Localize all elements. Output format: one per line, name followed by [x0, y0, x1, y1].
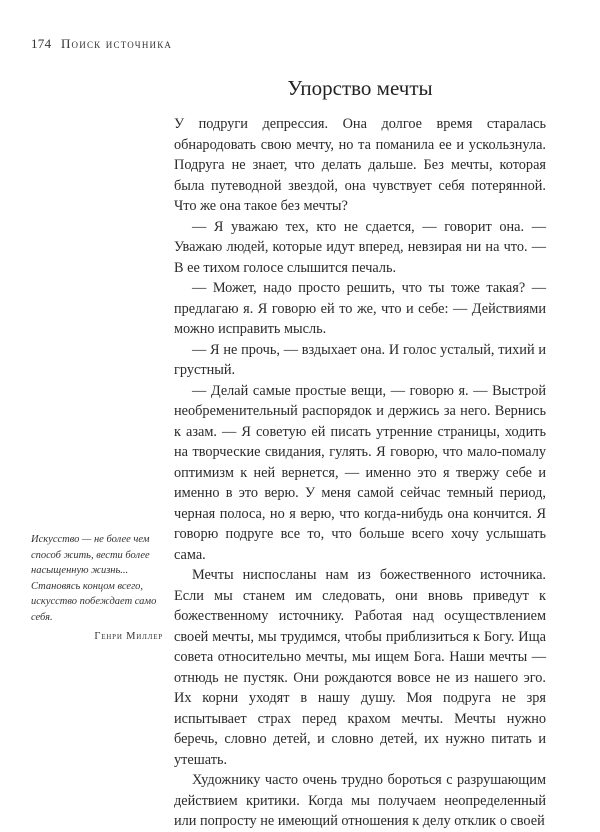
quote-author: Генри Миллер — [94, 631, 163, 642]
paragraph: Мечты ниспосланы нам из божественного источника. Если мы станем им следовать, они вновь приведут к божественному источнику. Работая над осуществлением своей мечты, мы трудимся, чтобы приблизиться к Богу. Ища совета относительно мечты, мы ищем Бога. Наши мечты — отнюдь не пустяк. Они рождаются вовсе не из нашего эго. Их корни уходят в нашу душу. Моя подруга не зря испытывает страх перед крахом мечты. Мечты нужно беречь, словно детей, и словно детей, их нужно питать и утешать. — [174, 567, 546, 768]
quote-text: Искусство — не более чем способ жить, вести более насыщенную жизнь... Становясь концом всего, искусство побеждает само себя. — [31, 534, 157, 623]
paragraph: — Делай самые простые вещи, — говорю я. — Выстрой необременительный распорядок и держись за него. Вернись к азам. — Я советую ей писать утренние страницы, ходить на творческие свидания, гулять. Я говорю, что мало-помалу оптимизм к ней вернется, — именно это я твержу себе и именно в это верю. У меня самой сейчас темный период, черная полоса, но я верю, что когда-нибудь она кончится. Я говорю подруге все то, что больше всего хочу услышать сама. — [174, 382, 546, 563]
paragraph: У подруги депрессия. Она долгое время старалась обнародовать свою мечту, но та поманила ее и ускользнула. Подруга не знает, что делать дальше. Без мечты, которая была путеводной звездой, она чувствует себя потерянной. Что же она такое без мечты? — [174, 116, 546, 214]
chapter-title: Упорство мечты — [287, 76, 433, 100]
body-text — [174, 114, 546, 832]
paragraph: Художнику часто очень трудно бороться с разрушающим действием критики. Когда мы получаем неопределенный или попросту не имеющий отношения к делу отклик о своей — [174, 772, 546, 829]
paragraph: — Я не прочь, — вздыхает она. И голос усталый, тихий и грустный. — [174, 341, 546, 378]
paragraph: — Может, надо просто решить, что ты тоже такая? — предлагаю я. Я говорю ей то же, что и себе: — Действиями можно исправить мысль. — [174, 280, 546, 337]
section-title: Поиск источника — [60, 36, 173, 51]
page-number: 174 — [31, 36, 52, 51]
sidebar-quote — [31, 532, 163, 645]
running-head — [31, 36, 172, 52]
paragraph: — Я уважаю тех, кто не сдается, — говорит она. — Уважаю людей, которые идут вперед, невзирая ни на что. — В ее тихом голосе слышится печаль. — [174, 218, 546, 276]
